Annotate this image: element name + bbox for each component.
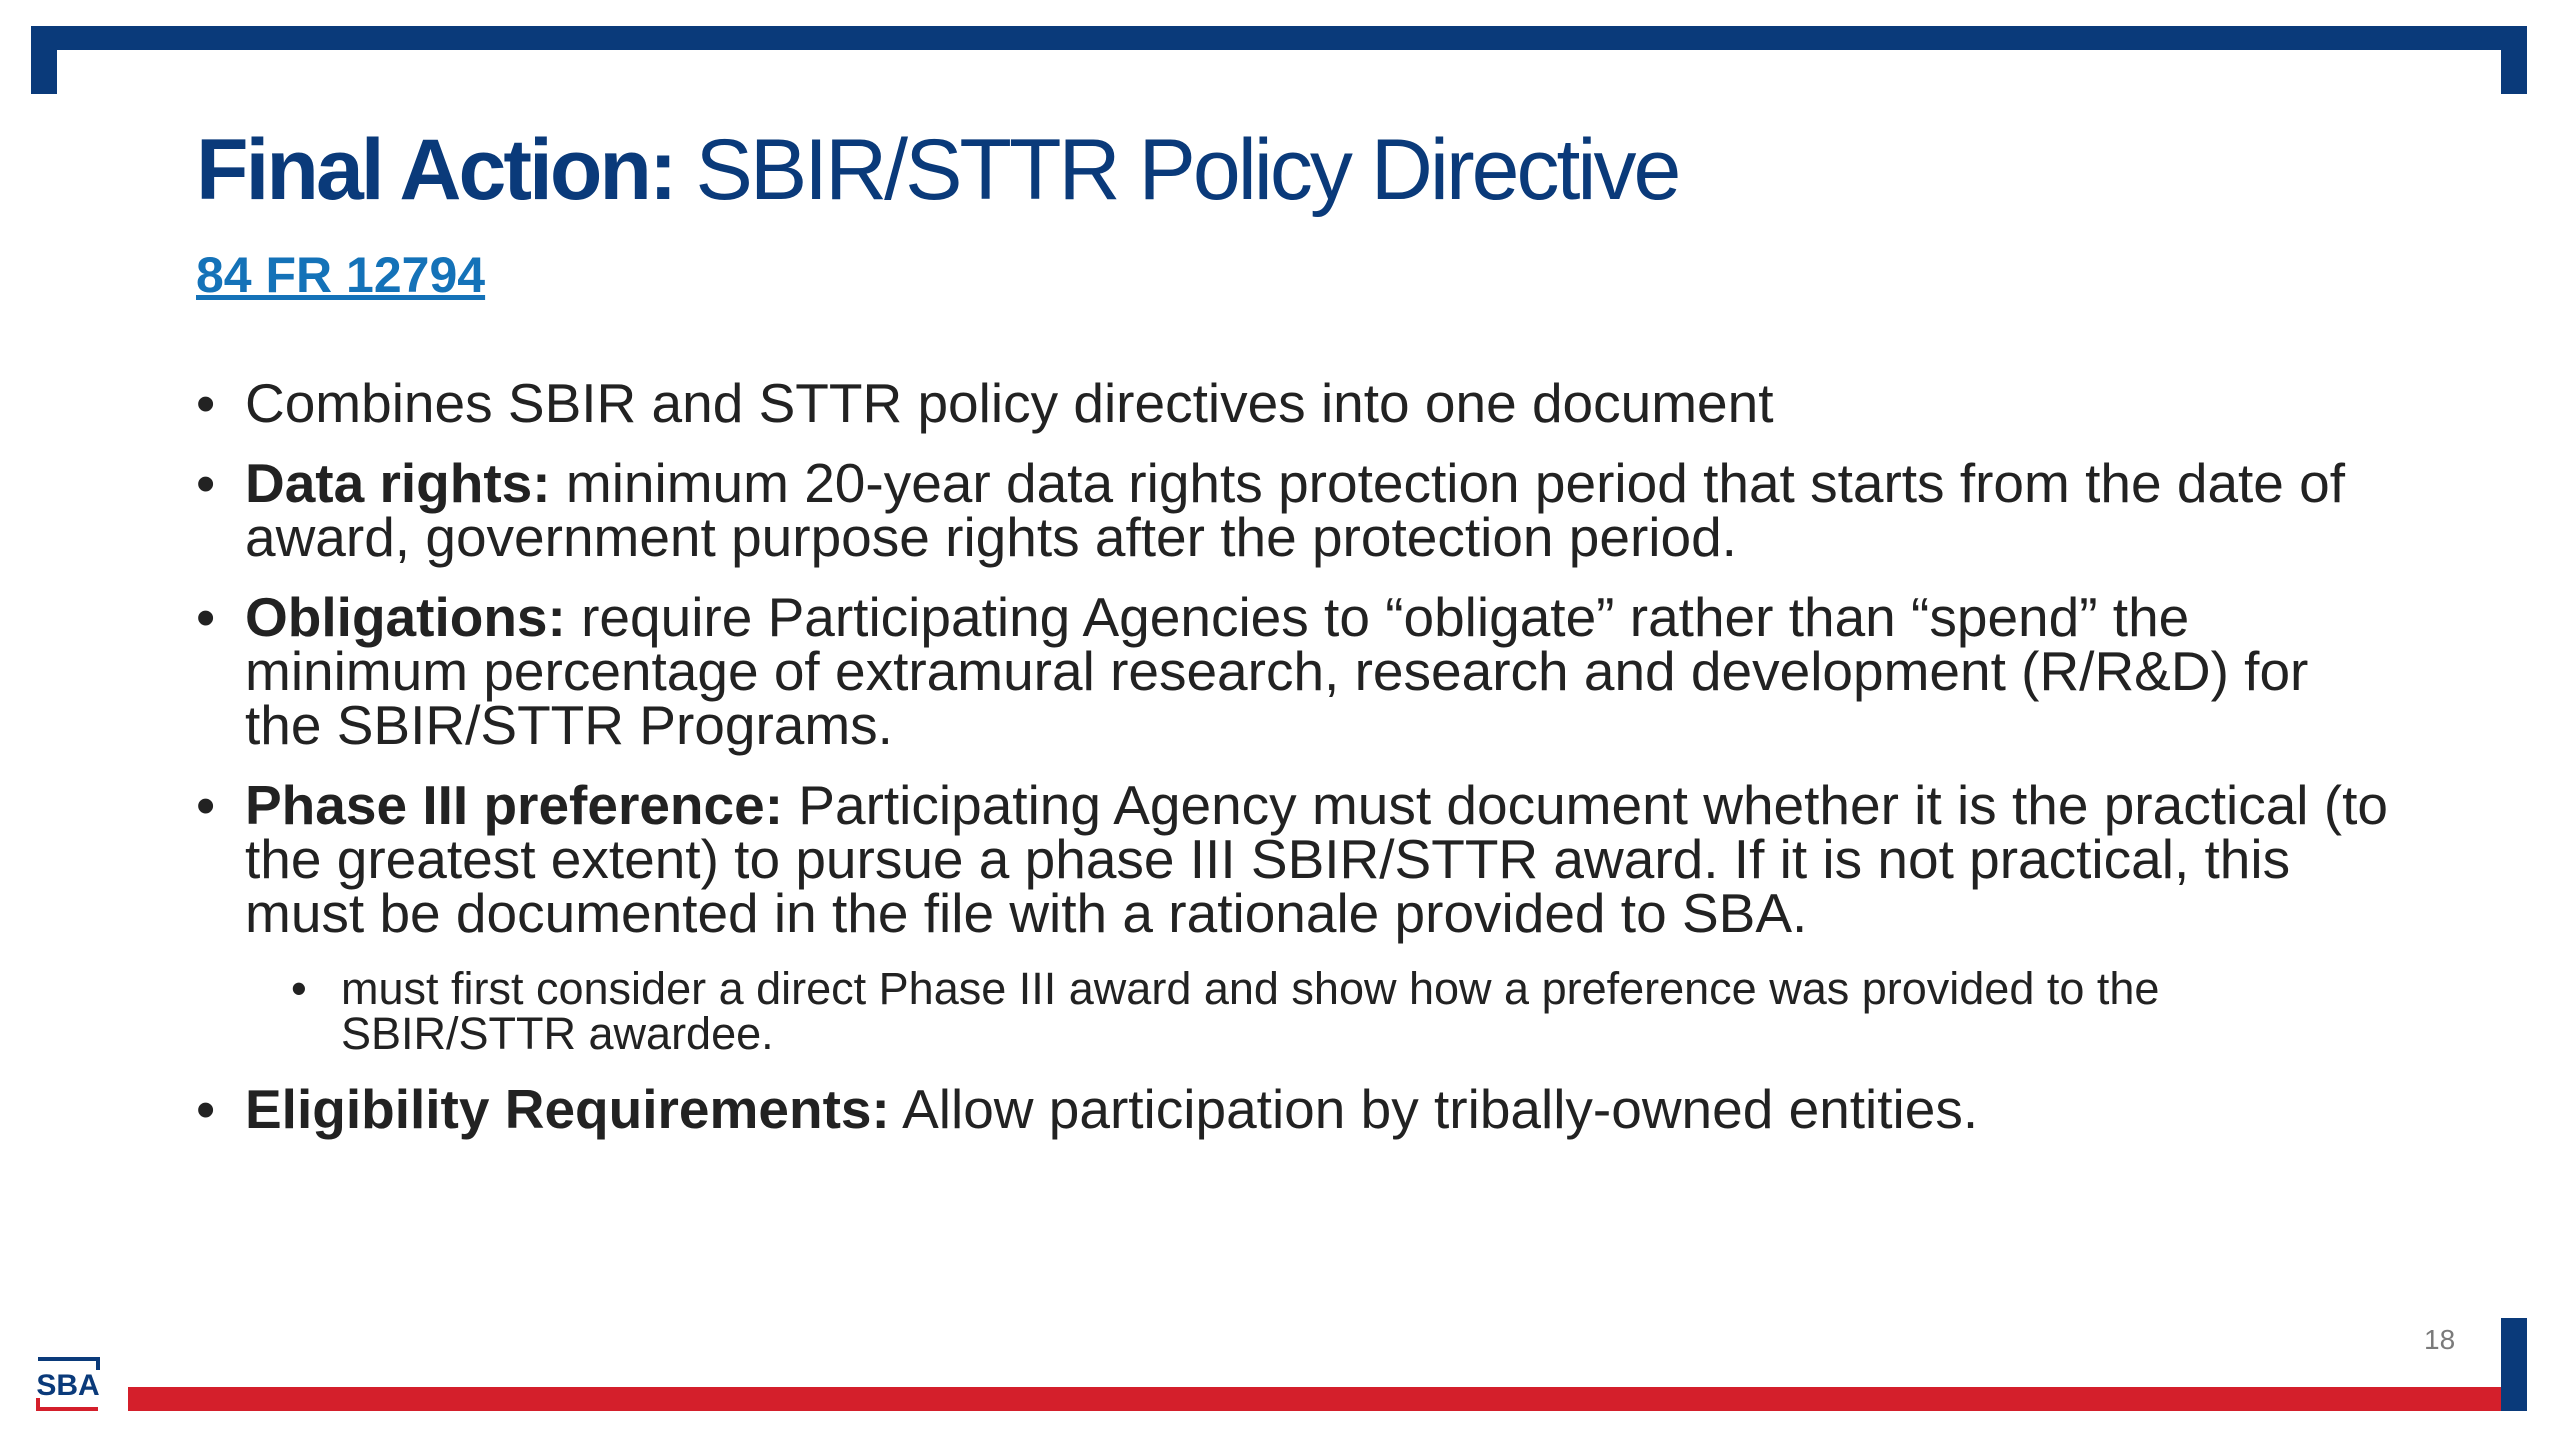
sub-bullet-text: must first consider a direct Phase III award and show how a preference was provided to the SBIR/STTR awardee. xyxy=(341,963,2160,1059)
bullet-item-data-rights xyxy=(196,452,2396,568)
sub-bullet-marker: • xyxy=(291,963,307,1014)
bullet-item-combines xyxy=(196,372,2396,434)
bullet-text: minimum 20-year data rights protection period that starts from the date of award, government purpose rights after the protection period. xyxy=(245,452,2346,568)
bullet-marker: • xyxy=(196,372,216,434)
top-right-frame-corner xyxy=(2501,26,2527,94)
bullet-list xyxy=(196,372,2396,1162)
top-frame-bar xyxy=(31,26,2527,50)
sub-bullet-item-phase-iii xyxy=(196,963,2396,1059)
title-bold-part: Final Action: xyxy=(196,122,675,218)
bullet-marker: • xyxy=(196,452,216,514)
bullet-label: Obligations: xyxy=(245,586,566,648)
sba-logo xyxy=(26,1352,110,1416)
bullet-marker: • xyxy=(196,586,216,648)
bullet-text: Combines SBIR and STTR policy directives into one document xyxy=(245,372,1774,434)
bottom-frame-bar xyxy=(128,1387,2512,1411)
title-regular-part: SBIR/STTR Policy Directive xyxy=(674,122,1679,218)
bullet-text: require Participating Agencies to “obligate” rather than “spend” the minimum percentage of extramural research, research and development (R/R&D) for the SBIR/STTR Programs. xyxy=(245,586,2309,756)
bullet-label: Eligibility Requirements: xyxy=(245,1078,890,1140)
bullet-marker: • xyxy=(196,1078,216,1140)
top-left-frame-corner xyxy=(31,26,57,94)
bottom-right-frame-corner xyxy=(2501,1318,2527,1411)
page-number: 18 xyxy=(2424,1324,2456,1355)
bullet-label: Phase III preference: xyxy=(245,774,784,836)
slide-title xyxy=(196,118,1678,222)
bullet-item-obligations xyxy=(196,586,2396,756)
bullet-item-eligibility xyxy=(196,1078,2396,1140)
bullet-item-phase-iii xyxy=(196,774,2396,944)
bullet-text: Allow participation by tribally-owned entities. xyxy=(889,1078,1979,1140)
bullet-text: Participating Agency must document whether it is the practical (to the greatest extent) to pursue a phase III SBIR/STTR award. If it is not practical, this must be documented in the file with a rationale provided to SBA. xyxy=(245,774,2388,944)
sba-logo-text: SBA xyxy=(36,1369,100,1402)
bullet-marker: • xyxy=(196,774,216,836)
federal-register-citation-link[interactable]: 84 FR 12794 xyxy=(196,247,486,303)
bullet-label: Data rights: xyxy=(245,452,551,514)
